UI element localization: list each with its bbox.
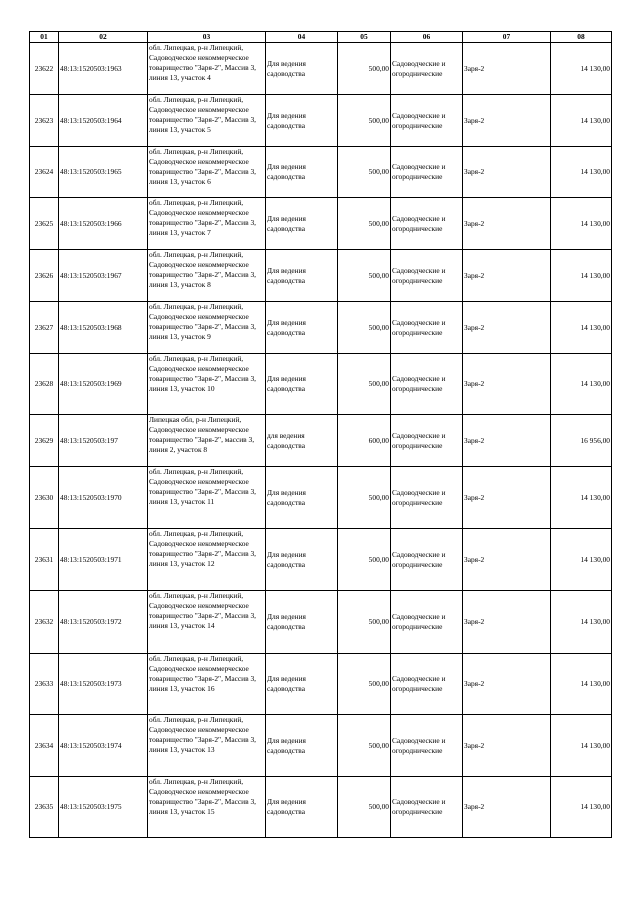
row-number: 23631 [30,529,59,591]
address: обл. Липецкая, р-н Липецкий, Садоводческое некоммерческое товарищество "Заря-2", Массив 3, линия 13, участок 12 [148,529,266,591]
address: Липецкая обл, р-н Липецкий, Садоводческое некоммерческое товарищество "Заря-2", массив 3, линия 2, участок 8 [148,415,266,467]
column-header: 01 [30,32,59,43]
cadastral-value: 14 130,00 [551,654,612,715]
table-row [30,591,612,654]
address: обл. Липецкая, р-н Липецкий, Садоводческое некоммерческое товарищество "Заря-2", Массив 3, линия 13, участок 15 [148,777,266,838]
column-header: 03 [148,32,266,43]
cadastral-value: 14 130,00 [551,715,612,777]
cadastral-value: 14 130,00 [551,591,612,654]
cadastral-value: 14 130,00 [551,354,612,415]
column-header: 08 [551,32,612,43]
row-number: 23626 [30,250,59,302]
area-value: 500,00 [338,302,391,354]
permitted-use: Для ведения садоводства [266,302,338,354]
area-value: 500,00 [338,529,391,591]
table-header-row [30,32,612,43]
area-value: 500,00 [338,250,391,302]
table-row [30,715,612,777]
cadastral-number: 48:13:1520503:1968 [59,302,148,354]
land-category: Садоводческие и огороднические [391,198,463,250]
partnership-name: Заря-2 [463,95,551,147]
address: обл. Липецкая, р-н Липецкий, Садоводческое некоммерческое товарищество "Заря-2", Массив 3, линия 13, участок 10 [148,354,266,415]
cadastral-number: 48:13:1520503:1972 [59,591,148,654]
permitted-use: для ведения садоводства [266,415,338,467]
address: обл. Липецкая, р-н Липецкий, Садоводческое некоммерческое товарищество "Заря-2", Массив 3, линия 13, участок 8 [148,250,266,302]
cadastral-number: 48:13:1520503:1967 [59,250,148,302]
cadastral-value: 16 956,00 [551,415,612,467]
column-header: 02 [59,32,148,43]
area-value: 500,00 [338,147,391,198]
partnership-name: Заря-2 [463,147,551,198]
cadastral-value: 14 130,00 [551,777,612,838]
row-number: 23635 [30,777,59,838]
permitted-use: Для ведения садоводства [266,95,338,147]
table-row [30,147,612,198]
table-row [30,354,612,415]
cadastral-number: 48:13:1520503:197 [59,415,148,467]
cadastral-value: 14 130,00 [551,250,612,302]
partnership-name: Заря-2 [463,654,551,715]
row-number: 23623 [30,95,59,147]
column-header: 07 [463,32,551,43]
cadastral-number: 48:13:1520503:1971 [59,529,148,591]
address: обл. Липецкая, р-н Липецкий, Садоводческое некоммерческое товарищество "Заря-2", Массив 3, линия 13, участок 9 [148,302,266,354]
land-category: Садоводческие и огороднические [391,777,463,838]
cadastral-value: 14 130,00 [551,198,612,250]
area-value: 500,00 [338,95,391,147]
column-header: 05 [338,32,391,43]
land-category: Садоводческие и огороднические [391,654,463,715]
row-number: 23632 [30,591,59,654]
land-registry-table [29,31,612,838]
table-row [30,777,612,838]
permitted-use: Для ведения садоводства [266,715,338,777]
table-row [30,654,612,715]
partnership-name: Заря-2 [463,415,551,467]
permitted-use: Для ведения садоводства [266,529,338,591]
row-number: 23629 [30,415,59,467]
row-number: 23634 [30,715,59,777]
address: обл. Липецкая, р-н Липецкий, Садоводческое некоммерческое товарищество "Заря-2", Массив 3, линия 13, участок 5 [148,95,266,147]
row-number: 23624 [30,147,59,198]
partnership-name: Заря-2 [463,250,551,302]
area-value: 500,00 [338,198,391,250]
address: обл. Липецкая, р-н Липецкий, Садоводческое некоммерческое товарищество "Заря-2", Массив 3, линия 13, участок 13 [148,715,266,777]
land-category: Садоводческие и огороднические [391,250,463,302]
cadastral-value: 14 130,00 [551,302,612,354]
cadastral-number: 48:13:1520503:1974 [59,715,148,777]
column-header: 04 [266,32,338,43]
permitted-use: Для ведения садоводства [266,777,338,838]
area-value: 500,00 [338,467,391,529]
permitted-use: Для ведения садоводства [266,654,338,715]
row-number: 23630 [30,467,59,529]
partnership-name: Заря-2 [463,715,551,777]
land-category: Садоводческие и огороднические [391,591,463,654]
land-category: Садоводческие и огороднические [391,147,463,198]
row-number: 23627 [30,302,59,354]
partnership-name: Заря-2 [463,529,551,591]
land-category: Садоводческие и огороднические [391,415,463,467]
partnership-name: Заря-2 [463,43,551,95]
cadastral-value: 14 130,00 [551,43,612,95]
permitted-use: Для ведения садоводства [266,198,338,250]
partnership-name: Заря-2 [463,302,551,354]
land-category: Садоводческие и огороднические [391,529,463,591]
table-row [30,467,612,529]
partnership-name: Заря-2 [463,591,551,654]
land-category: Садоводческие и огороднические [391,95,463,147]
address: обл. Липецкая, р-н Липецкий, Садоводческое некоммерческое товарищество "Заря-2", Массив 3, линия 13, участок 4 [148,43,266,95]
address: обл. Липецкая, р-н Липецкий, Садоводческое некоммерческое товарищество "Заря-2", Массив 3, линия 13, участок 11 [148,467,266,529]
table-row [30,529,612,591]
land-category: Садоводческие и огороднические [391,467,463,529]
cadastral-number: 48:13:1520503:1975 [59,777,148,838]
table-row [30,250,612,302]
table-row [30,43,612,95]
area-value: 500,00 [338,43,391,95]
cadastral-number: 48:13:1520503:1965 [59,147,148,198]
cadastral-value: 14 130,00 [551,95,612,147]
cadastral-value: 14 130,00 [551,467,612,529]
cadastral-number: 48:13:1520503:1966 [59,198,148,250]
permitted-use: Для ведения садоводства [266,43,338,95]
column-header: 06 [391,32,463,43]
row-number: 23625 [30,198,59,250]
area-value: 500,00 [338,715,391,777]
cadastral-number: 48:13:1520503:1964 [59,95,148,147]
row-number: 23633 [30,654,59,715]
land-category: Садоводческие и огороднические [391,43,463,95]
partnership-name: Заря-2 [463,467,551,529]
permitted-use: Для ведения садоводства [266,591,338,654]
area-value: 500,00 [338,591,391,654]
permitted-use: Для ведения садоводства [266,467,338,529]
row-number: 23628 [30,354,59,415]
row-number: 23622 [30,43,59,95]
permitted-use: Для ведения садоводства [266,354,338,415]
land-category: Садоводческие и огороднические [391,302,463,354]
cadastral-value: 14 130,00 [551,147,612,198]
cadastral-number: 48:13:1520503:1970 [59,467,148,529]
cadastral-number: 48:13:1520503:1969 [59,354,148,415]
address: обл. Липецкая, р-н Липецкий, Садоводческое некоммерческое товарищество "Заря-2", Массив 3, линия 13, участок 7 [148,198,266,250]
permitted-use: Для ведения садоводства [266,147,338,198]
area-value: 500,00 [338,654,391,715]
table-row [30,198,612,250]
address: обл. Липецкая, р-н Липецкий, Садоводческое некоммерческое товарищество "Заря-2", Массив 3, линия 13, участок 14 [148,591,266,654]
address: обл. Липецкая, р-н Липецкий, Садоводческое некоммерческое товарищество "Заря-2", Массив 3, линия 13, участок 16 [148,654,266,715]
area-value: 500,00 [338,354,391,415]
partnership-name: Заря-2 [463,198,551,250]
document-page [29,31,611,838]
partnership-name: Заря-2 [463,354,551,415]
cadastral-value: 14 130,00 [551,529,612,591]
permitted-use: Для ведения садоводства [266,250,338,302]
cadastral-number: 48:13:1520503:1963 [59,43,148,95]
address: обл. Липецкая, р-н Липецкий, Садоводческое некоммерческое товарищество "Заря-2", Массив 3, линия 13, участок 6 [148,147,266,198]
table-row [30,302,612,354]
partnership-name: Заря-2 [463,777,551,838]
land-category: Садоводческие и огороднические [391,715,463,777]
land-category: Садоводческие и огороднические [391,354,463,415]
cadastral-number: 48:13:1520503:1973 [59,654,148,715]
area-value: 500,00 [338,777,391,838]
area-value: 600,00 [338,415,391,467]
table-row [30,95,612,147]
table-row [30,415,612,467]
